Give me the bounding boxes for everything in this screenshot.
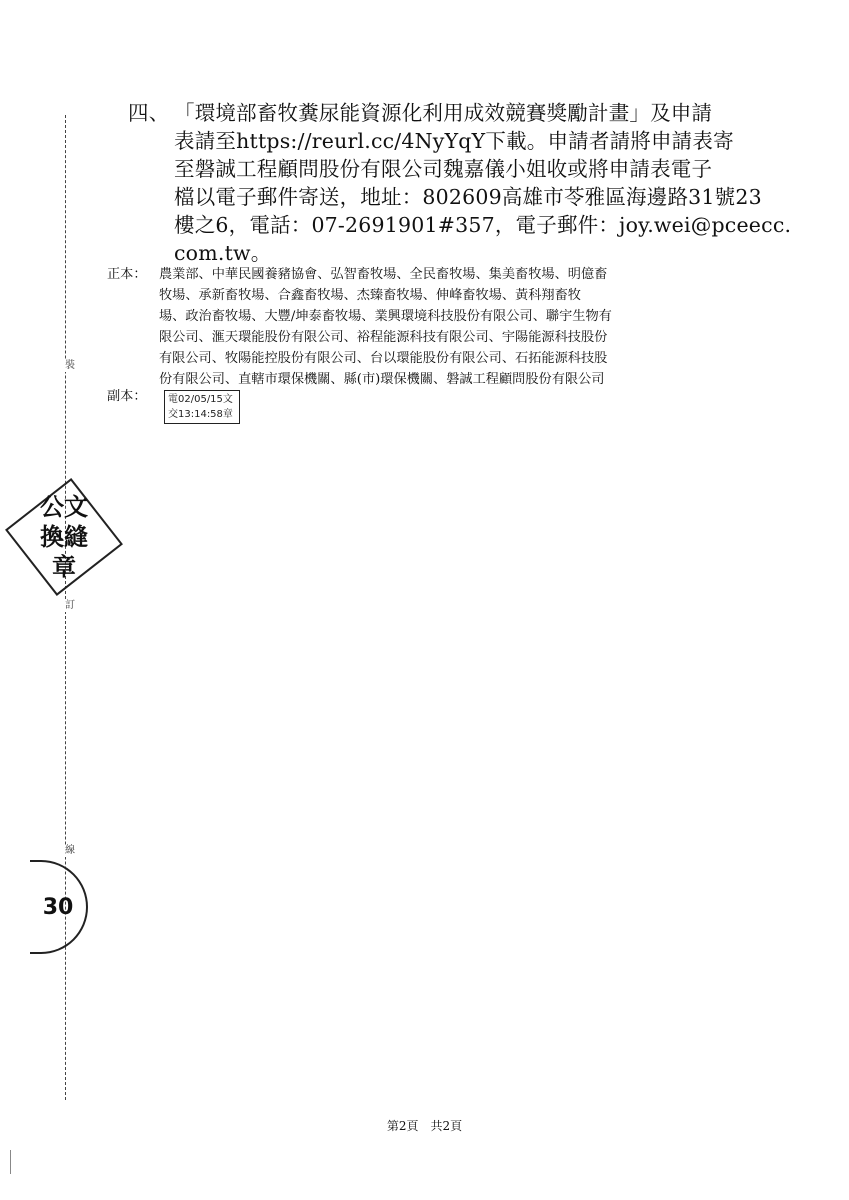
scan-edge-mark <box>10 1150 11 1174</box>
binding-mark-ding: 訂 <box>65 600 75 611</box>
page-number: 第2頁 共2頁 <box>386 1119 463 1133</box>
item-four-paragraph <box>128 99 792 267</box>
recipient-line: 場、政治畜牧場、大豐/坤泰畜牧場、業興環境科技股份有限公司、聯宇生物有 <box>159 309 612 324</box>
recipients-label: 正本： <box>107 267 147 282</box>
recipients-block <box>107 264 747 390</box>
item-line: 樓之6，電話：07-2691901#357，電子郵件：joy.wei@pceecc. <box>174 213 792 237</box>
round-seal-stamp <box>30 860 88 954</box>
recipients-list <box>159 264 747 390</box>
item-line: 「環境部畜牧糞尿能資源化利用成效競賽獎勵計畫」及申請 <box>174 101 713 125</box>
recipient-line: 有限公司、牧陽能控股份有限公司、台以環能股份有限公司、石拓能源科技股 <box>159 351 608 366</box>
binding-mark-zhuang: 裝 <box>65 360 75 371</box>
item-line: 表請至https://reurl.cc/4NyYqY下載。申請者請將申請表寄 <box>174 129 734 153</box>
seam-stamp-text: 公文換縫章 <box>40 492 88 581</box>
binding-mark-xian: 線 <box>65 845 75 856</box>
recipient-line: 農業部、中華民國養豬協會、弘智畜牧場、全民畜牧場、集美畜牧場、明億畜 <box>159 267 608 282</box>
electronic-exchange-stamp <box>164 390 240 424</box>
stamp-line: 電02/05/15文 <box>168 394 233 405</box>
item-line: 檔以電子郵件寄送，地址：802609高雄市苓雅區海邊路31號23 <box>174 185 762 209</box>
stamp-line: 交13:14:58章 <box>168 409 233 420</box>
seam-stamp <box>5 478 123 596</box>
recipient-line: 限公司、滙天環能股份有限公司、裕程能源科技有限公司、宇陽能源科技股份 <box>159 330 608 345</box>
item-line: 至磐誠工程顧問股份有限公司魏嘉儀小姐收或將申請表電子 <box>174 157 713 181</box>
round-stamp-text: 30 <box>42 894 74 920</box>
cc-label: 副本： <box>107 389 147 404</box>
recipient-line: 牧場、承新畜牧場、合鑫畜牧場、杰臻畜牧場、伸峰畜牧場、黃科翔畜牧 <box>159 288 581 303</box>
item-four-body <box>174 99 792 267</box>
item-number: 四、 <box>128 101 170 125</box>
recipient-line: 份有限公司、直轄市環保機關、縣(市)環保機關、磐誠工程顧問股份有限公司 <box>159 372 605 387</box>
item-line: com.tw。 <box>174 241 272 265</box>
